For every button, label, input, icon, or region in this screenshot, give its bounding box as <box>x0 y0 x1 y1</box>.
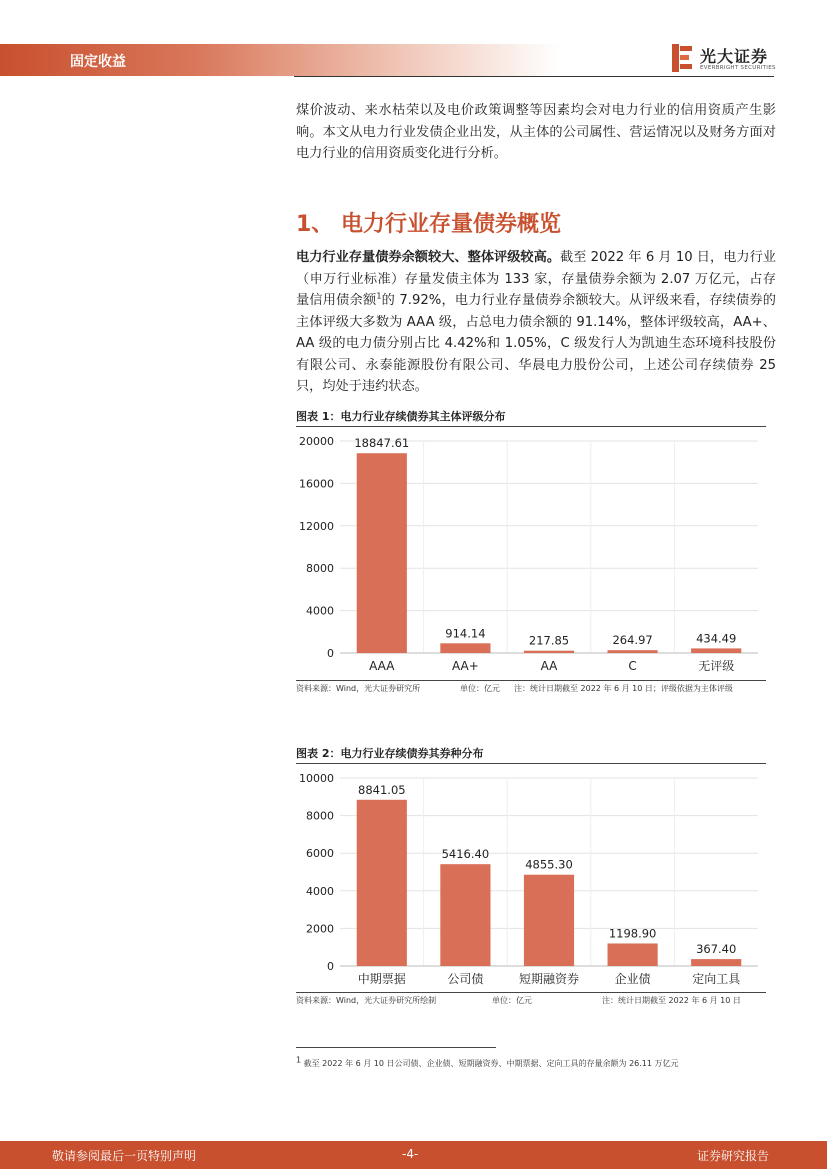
bar <box>608 650 658 653</box>
x-tick-label: C <box>628 659 637 673</box>
footnote-text: 截至 2022 年 6 月 10 日公司债、企业债、短期融资券、中期票据、定向工具的存量余额为 26.11 万亿元 <box>303 1059 679 1068</box>
x-tick-label: 定向工具 <box>692 972 741 986</box>
x-tick-label: AAA <box>369 659 395 673</box>
figure1-chart <box>296 428 766 680</box>
footnote-rule <box>296 1047 496 1048</box>
intro-paragraph: 煤价波动、来水枯荣以及电价政策调整等因素均会对电力行业的信用资质产生影响。本文从电力行业发债企业出发，从主体的公司属性、营运情况以及财务方面对电力行业的信用资质变化进行分析。 <box>296 103 776 161</box>
company-logo <box>672 44 782 74</box>
figure2-note: 注：统计日期截至 2022 年 6 月 10 日 <box>602 996 741 1005</box>
logo-mark-icon <box>672 44 694 72</box>
data-label: 18847.61 <box>354 436 410 451</box>
x-tick-label: 无评级 <box>698 659 735 673</box>
footnote-ref: 1 <box>376 291 382 301</box>
figure2-title: 图表 2：电力行业存续债券其券种分布 <box>296 747 484 760</box>
bar <box>608 943 658 966</box>
bar <box>440 864 490 966</box>
data-label: 367.40 <box>696 942 737 957</box>
bar <box>691 959 741 966</box>
y-tick-label: 6000 <box>306 847 334 861</box>
footer-disclaimer: 敬请参阅最后一页特别声明 <box>52 1149 197 1163</box>
data-label: 217.85 <box>528 633 570 648</box>
x-tick-label: 公司债 <box>447 972 484 986</box>
figure1-source-line <box>296 683 766 695</box>
overview-lead: 电力行业存量债券余额较大、整体评级较高。 <box>296 250 561 265</box>
footnote-mark: 1 <box>296 1055 302 1065</box>
x-tick-label: 中期票据 <box>357 972 406 986</box>
figure1-note: 注：统计日期截至 2022 年 6 月 10 日；评级依据为主体评级 <box>514 684 733 693</box>
overview-paragraph <box>296 247 776 398</box>
logo-name-cn: 光大证券 <box>700 47 769 66</box>
data-label: 434.49 <box>696 631 737 646</box>
footer-report-type: 证券研究报告 <box>697 1149 770 1163</box>
x-tick-label: AA+ <box>451 659 479 673</box>
figure1-unit: 单位：亿元 <box>460 684 500 693</box>
y-tick-label: 0 <box>327 647 334 660</box>
y-tick-label: 4000 <box>306 604 334 618</box>
bar <box>524 651 574 653</box>
overview-text-b: 的 7.92%，电力行业存量债券余额较大。从评级来看，存续债券的主体评级大多数为 AAA 级，占总电力债余额的 91.14%，整体评级较高，AA+、AA 级的电力债分别占比 4.42%和 1.05%，C 级发行人为凯迪生态环境科技股份有限公司、永泰能源股份有限公司、华晨电力股份公司，上述公司存续债券 25 只，均处于违约状态。 <box>296 293 776 394</box>
figure1-source: 资料来源：Wind，光大证券研究所 <box>296 684 421 693</box>
data-label: 1198.90 <box>608 926 657 941</box>
y-tick-label: 16000 <box>299 477 334 491</box>
figure1-rule <box>296 426 766 427</box>
data-label: 5416.40 <box>441 847 490 862</box>
footnote <box>296 1055 679 1069</box>
page-footer <box>0 1141 827 1169</box>
figure1-title: 图表 1：电力行业存续债券其主体评级分布 <box>296 410 506 423</box>
logo-name-en: EVERBRIGHT SECURITIES <box>700 65 776 71</box>
y-tick-label: 8000 <box>306 809 334 823</box>
figure2-chart <box>296 765 766 992</box>
figure2-bottom-rule <box>296 992 766 993</box>
x-tick-label: 企业债 <box>614 972 651 986</box>
bar <box>357 800 407 966</box>
header-rule <box>294 76 774 77</box>
y-tick-label: 20000 <box>299 435 334 448</box>
x-tick-label: AA <box>540 659 558 673</box>
y-tick-label: 0 <box>327 960 334 973</box>
data-label: 4855.30 <box>525 857 573 872</box>
y-tick-label: 2000 <box>306 922 334 936</box>
bar <box>524 875 574 966</box>
figure2-rule <box>296 763 766 764</box>
overview-text-a: 截至 2022 年 6 月 10 日，电力行业（申万行业标准）存量发债主体为 133 家，存量债券余额为 2.07 万亿元，占存量信用债余额 <box>296 250 776 308</box>
data-label: 914.14 <box>445 626 486 641</box>
bar <box>691 648 741 653</box>
x-tick-label: 短期融资券 <box>518 972 580 986</box>
figure2-source-line <box>296 995 766 1007</box>
figure2-unit: 单位：亿元 <box>492 996 532 1005</box>
y-tick-label: 4000 <box>306 884 334 898</box>
data-label: 264.97 <box>612 633 653 648</box>
section-heading: 1、 电力行业存量债券概览 <box>296 212 561 237</box>
page-number: -4- <box>402 1147 419 1161</box>
y-tick-label: 8000 <box>306 562 334 576</box>
y-tick-label: 10000 <box>299 772 334 785</box>
data-label: 8841.05 <box>358 782 406 797</box>
bar <box>357 453 407 653</box>
figure1-bottom-rule <box>296 680 766 681</box>
section-title: 固定收益 <box>70 54 126 70</box>
y-tick-label: 12000 <box>299 519 334 533</box>
bar <box>440 643 490 653</box>
figure2-source: 资料来源：Wind，光大证券研究所绘制 <box>296 996 437 1005</box>
